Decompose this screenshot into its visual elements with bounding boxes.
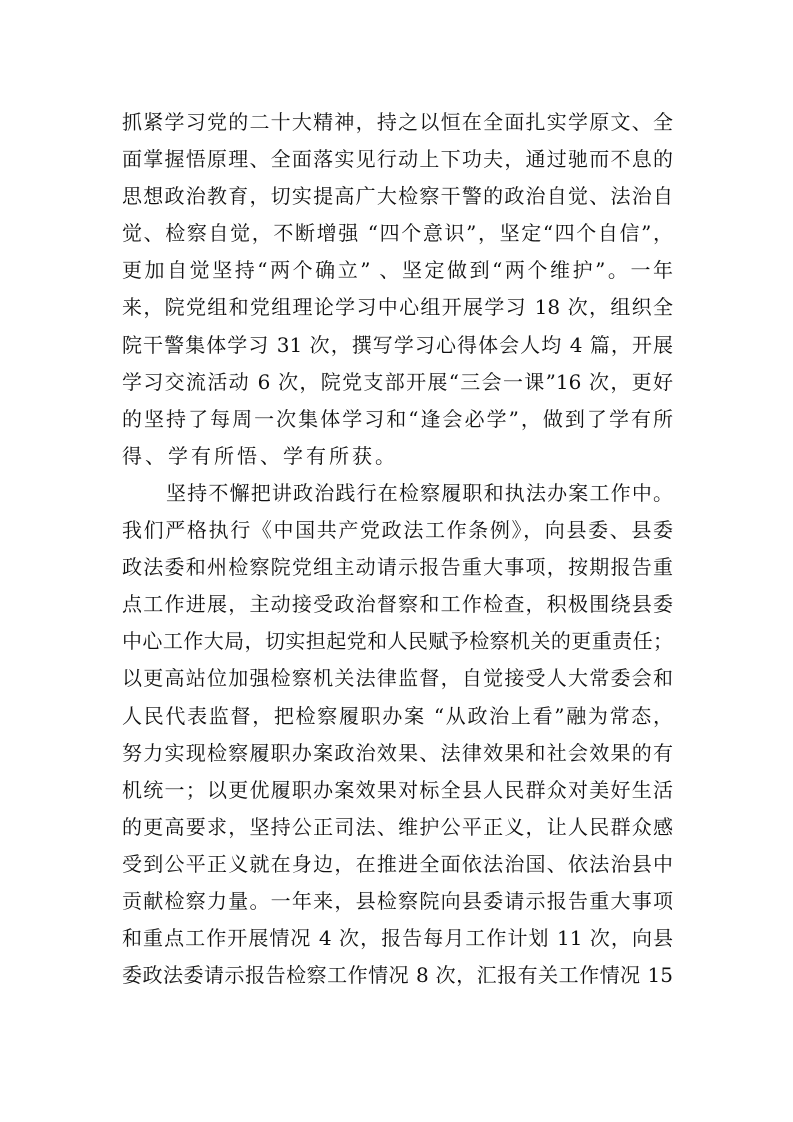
text-line: 得、学有所悟、学有所获。 [122, 443, 398, 468]
text-line: 政法委和州检察院党组主动请示报告重大事项，按期报告重 [122, 555, 673, 580]
text-line: 院干警集体学习 31 次，撰写学习心得体会人均 4 篇，开展 [122, 332, 673, 357]
text-line: 的更高要求，坚持公正司法、维护公平正义，让人民群众感 [122, 814, 673, 839]
text-line: 觉、检察自觉，不断增强 “四个意识”，坚定“四个自信”， [122, 221, 673, 246]
text-line: 人民代表监督，把检察履职办案 “从政治上看”融为常态， [122, 703, 673, 728]
text-line: 努力实现检察履职办案政治效果、法律效果和社会效果的有 [122, 740, 673, 765]
text-line: 中心工作大局，切实担起党和人民赋予检察机关的更重责任； [122, 629, 673, 654]
text-line: 更加自觉坚持“两个确立” 、坚定做到“两个维护”。一年 [122, 258, 673, 283]
text-line: 以更高站位加强检察机关法律监督，自觉接受人大常委会和 [122, 666, 673, 691]
text-line: 来，院党组和党组理论学习中心组开展学习 18 次，组织全 [122, 295, 673, 320]
text-line: 坚持不懈把讲政治践行在检察履职和执法办案工作中。 [166, 480, 673, 505]
text-line: 学习交流活动 6 次，院党支部开展“三会一课”16 次，更好 [122, 369, 673, 394]
text-line: 受到公平正义就在身边，在推进全面依法治国、依法治县中 [122, 851, 673, 876]
text-line: 和重点工作开展情况 4 次，报告每月工作计划 11 次，向县 [122, 926, 673, 951]
text-line: 贡献检察力量。一年来，县检察院向县委请示报告重大事项 [122, 888, 673, 913]
text-line: 面掌握悟原理、全面落实见行动上下功夫，通过驰而不息的 [122, 147, 673, 172]
text-line: 我们严格执行《中国共产党政法工作条例》，向县委、县委 [122, 518, 673, 543]
text-line: 的坚持了每周一次集体学习和“逢会必学”，做到了学有所 [122, 406, 673, 431]
text-line: 委政法委请示报告检察工作情况 8 次，汇报有关工作情况 15 [122, 963, 673, 988]
document-page [122, 104, 673, 994]
text-line: 思想政治教育，切实提高广大检察干警的政治自觉、法治自 [122, 184, 673, 209]
text-line: 抓紧学习党的二十大精神，持之以恒在全面扎实学原文、全 [122, 110, 673, 134]
text-line: 点工作进展，主动接受政治督察和工作检查，积极围绕县委 [122, 592, 673, 617]
text-line: 机统一；以更优履职办案效果对标全县人民群众对美好生活 [122, 777, 673, 802]
